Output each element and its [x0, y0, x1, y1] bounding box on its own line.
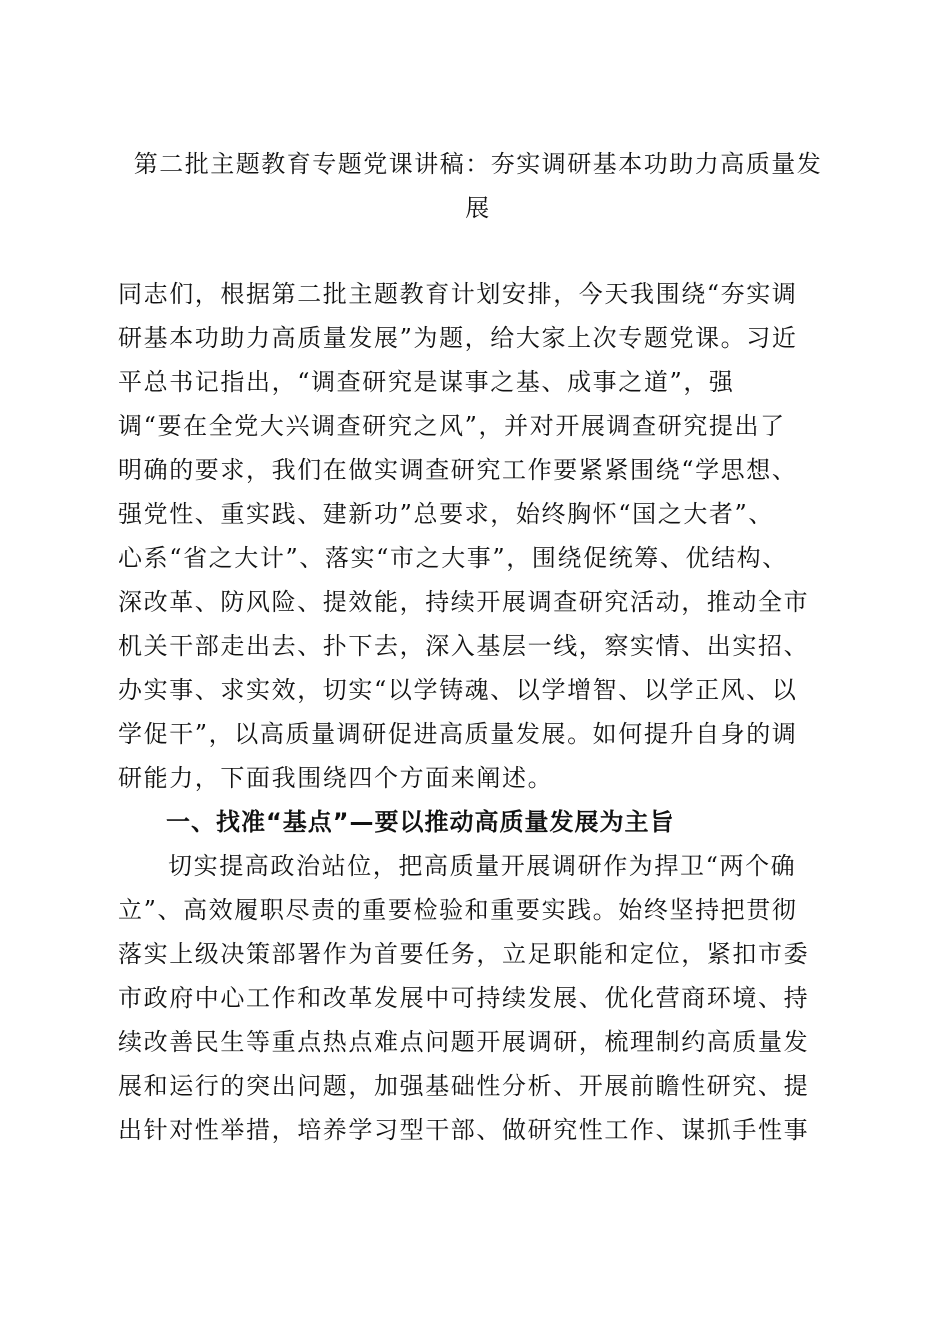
intro-line: 办实事、求实效，切实“以学铸魂、以学增智、以学正风、以	[118, 676, 798, 704]
section-line: 展和运行的突出问题，加强基础性分析、开展前瞻性研究、提	[118, 1072, 810, 1100]
intro-line: 深改革、防风险、提效能，持续开展调查研究活动，推动全市	[118, 588, 810, 616]
intro-line: 明确的要求，我们在做实调查研究工作要紧紧围绕“学思想、	[118, 456, 798, 484]
intro-line: 研能力，下面我围绕四个方面来阐述。	[118, 764, 554, 792]
section-line: 立”、高效履职尽责的重要检验和重要实践。始终坚持把贯彻	[118, 896, 798, 924]
title-line-1: 第二批主题教育专题党课讲稿：夯实调研基本功助力高质量发	[133, 150, 823, 178]
section-line: 市政府中心工作和改革发展中可持续发展、优化营商环境、持	[118, 984, 810, 1012]
intro-line: 心系“省之大计”、落实“市之大事”，围绕促统筹、优结构、	[118, 544, 788, 572]
intro-line: 学促干”，以高质量调研促进高质量发展。如何提升自身的调	[118, 720, 798, 748]
intro-line: 机关干部走出去、扑下去，深入基层一线，察实情、出实招、	[118, 632, 810, 660]
section-1	[118, 800, 848, 1152]
intro-line: 调“要在全党大兴调查研究之风”，并对开展调查研究提出了	[118, 412, 786, 440]
document-title	[118, 142, 838, 230]
section-line: 落实上级决策部署作为首要任务，立足职能和定位，紧扣市委	[118, 940, 810, 968]
section-line: 切实提高政治站位，把高质量开展调研作为捍卫“两个确	[168, 852, 797, 880]
intro-line: 平总书记指出，“调查研究是谋事之基、成事之道”，强	[118, 368, 735, 396]
intro-line: 同志们，根据第二批主题教育计划安排，今天我围绕“夯实调	[118, 280, 798, 308]
intro-paragraph	[118, 272, 848, 800]
section-heading: 一、找准“基点”—要以推动高质量发展为主旨	[166, 808, 675, 836]
intro-line: 强党性、重实践、建新功”总要求，始终胸怀“国之大者”、	[118, 500, 775, 528]
section-line: 续改善民生等重点热点难点问题开展调研，梳理制约高质量发	[118, 1028, 810, 1056]
section-line: 出针对性举措，培养学习型干部、做研究性工作、谋抓手性事	[118, 1116, 810, 1144]
intro-line: 研基本功助力高质量发展”为题，给大家上次专题党课。习近	[118, 324, 798, 352]
title-line-2: 展	[465, 194, 491, 222]
